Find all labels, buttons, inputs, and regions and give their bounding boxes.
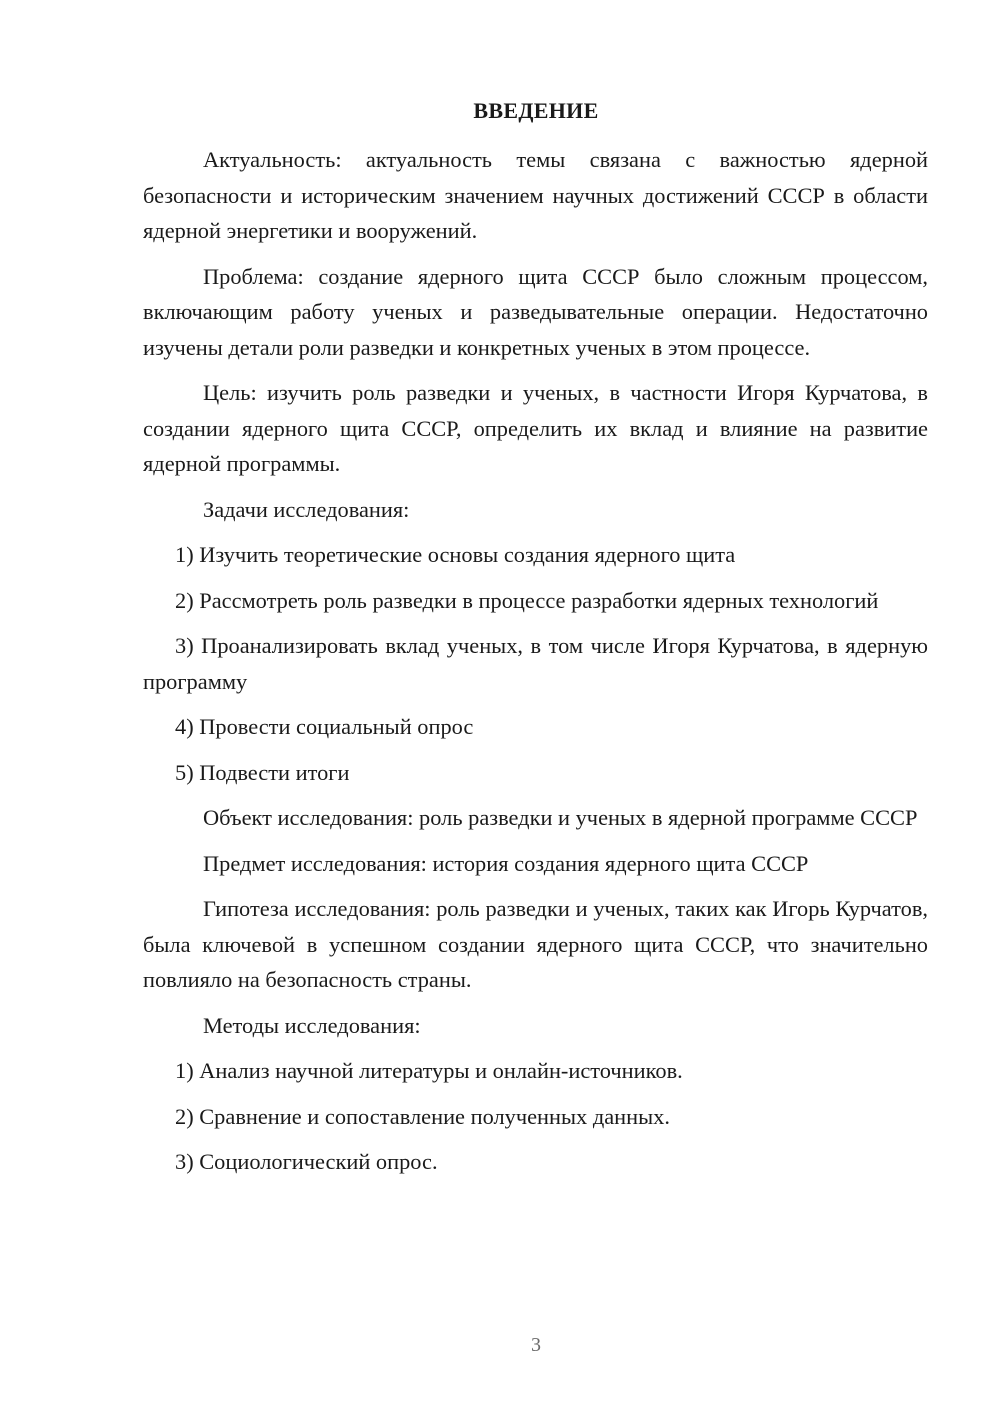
method-item-3: 3) Социологический опрос. bbox=[175, 1149, 438, 1174]
object-paragraph: Объект исследования: роль разведки и ученых в ядерной программе СССР bbox=[203, 805, 918, 830]
task-item-2: 2) Рассмотреть роль разведки в процессе разработки ядерных технологий bbox=[175, 587, 879, 613]
methods-title: Методы исследования: bbox=[203, 1012, 421, 1038]
relevance-paragraph: Актуальность: актуальность темы связана с важностью ядерной безопасности и историческим значением научных достижений СССР в области ядерной энергетики и вооружений. bbox=[143, 147, 928, 243]
subject-paragraph: Предмет исследования: история создания ядерного щита СССР bbox=[203, 850, 809, 876]
method-item-1: 1) Анализ научной литературы и онлайн-источников. bbox=[175, 1058, 683, 1083]
task-item-5: 5) Подвести итоги bbox=[175, 759, 350, 785]
problem-paragraph: Проблема: создание ядерного щита СССР было сложным процессом, включающим работу ученых и разведывательные операции. Недостаточно изучены детали роли разведки и конкретных ученых в этом процессе. bbox=[143, 263, 928, 360]
goal-paragraph: Цель: изучить роль разведки и ученых, в частности Игоря Курчатова, в создании ядерного щита СССР, определить их вклад и влияние на развитие ядерной программы. bbox=[143, 380, 928, 476]
task-item-3: 3) Проанализировать вклад ученых, в том числе Игоря Курчатова, в ядерную программу bbox=[143, 633, 928, 694]
section-heading: ВВЕДЕНИЕ bbox=[473, 98, 599, 123]
task-item-1: 1) Изучить теоретические основы создания ядерного щита bbox=[175, 542, 736, 567]
tasks-title: Задачи исследования: bbox=[203, 496, 410, 522]
page-number: 3 bbox=[531, 1334, 541, 1356]
hypothesis-paragraph: Гипотеза исследования: роль разведки и ученых, таких как Игорь Курчатов, была ключевой в успешном создании ядерного щита СССР, что значительно повлияло на безопасность страны. bbox=[143, 896, 928, 992]
document-body bbox=[143, 142, 928, 1190]
method-item-2: 2) Сравнение и сопоставление полученных данных. bbox=[175, 1103, 670, 1129]
task-item-4: 4) Провести социальный опрос bbox=[175, 714, 474, 739]
